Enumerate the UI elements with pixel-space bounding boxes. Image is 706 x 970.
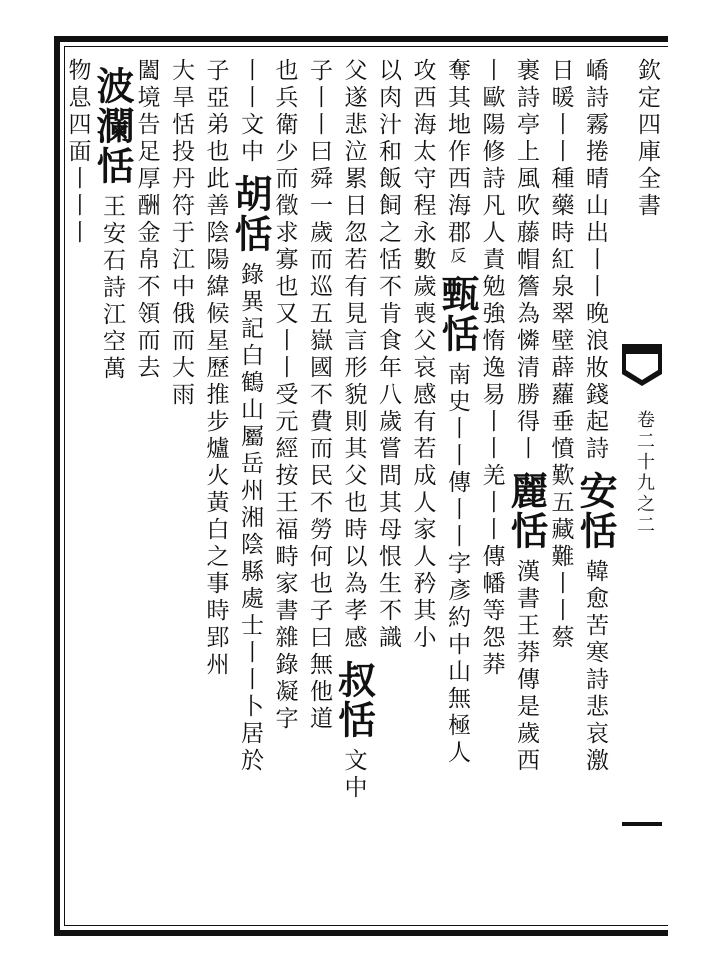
- text-segment: 物息四面丨丨丨: [64, 58, 91, 247]
- fishtail-mark: [622, 344, 662, 398]
- text-column: [477, 58, 507, 918]
- text-segment: 嶠詩霧捲晴山出丨丨晚浪妝錢起詩: [582, 58, 608, 463]
- text-column: [546, 58, 576, 918]
- text-column: [228, 58, 273, 918]
- text-segment: 此善陰陽緯候星歷推步爐火黃白之事時郢州: [202, 166, 229, 679]
- text-column: [132, 58, 162, 918]
- text-column: [270, 58, 300, 918]
- text-segment: 攻西海太守程永: [409, 58, 436, 247]
- text-column: [304, 58, 334, 918]
- text-segment: 闔境告足厚酬金帛不領而去: [133, 58, 160, 382]
- text-column: [573, 58, 618, 918]
- fishtail-lower-mark: [622, 806, 662, 846]
- text-segment: 南史丨丨傳丨丨字彥約中山無極人: [444, 362, 470, 767]
- text-column: [435, 58, 480, 918]
- text-segment: 羌丨丨傳幡等怨莽: [478, 463, 505, 679]
- text-segment: 以肉汁和飯飼之恬不肯食年八歲嘗問其母恨生不識: [375, 58, 401, 652]
- entry-heading: 甄恬: [435, 274, 480, 354]
- text-segment: 也兵衛少而徵求寡也又丨丨受元經按王福畤家書雜錄凝字: [271, 58, 298, 733]
- text-column: [373, 58, 403, 918]
- text-column: [63, 58, 93, 918]
- text-column: [90, 58, 135, 918]
- text-segment: 憤歎五藏難丨丨蔡: [547, 436, 574, 652]
- entry-heading: 波瀾恬: [90, 66, 135, 186]
- text-column: [166, 58, 196, 918]
- text-segment: 丨丨文中: [237, 58, 263, 166]
- text-column: [331, 58, 377, 918]
- book-title: 欽定四庫全書: [634, 58, 660, 220]
- entry-heading: 安恬: [573, 471, 618, 551]
- text-segment: 漢書王莽傳是歲西: [513, 559, 539, 775]
- text-segment: 奪其地作西海郡: [444, 58, 470, 247]
- text-segment: 子丨丨曰舜一歲而巡五嶽國不費而民不勞何也子曰無他道: [306, 58, 332, 733]
- entry-heading: 叔恬: [331, 660, 377, 740]
- text-segment: 丨歐陽修詩凡人責勉強惰逸易丨丨: [478, 58, 505, 463]
- text-segment: 文中: [340, 748, 367, 802]
- text-segment: 大旱恬投丹符于江中俄而大雨: [168, 58, 194, 409]
- volume-label: 卷二十九之二: [634, 410, 655, 536]
- text-segment: 王安石詩江空萬: [99, 194, 125, 383]
- entry-heading: 麗恬: [504, 471, 549, 551]
- entry-heading: 胡恬: [228, 174, 273, 254]
- header-column: [622, 58, 662, 918]
- text-column: [504, 58, 549, 918]
- text-segment: 父遂悲泣累日忽若有見言形貌則其父也時以為孝感: [340, 58, 367, 652]
- text-segment: 數歲喪父哀感有若成人家人矜其小: [409, 247, 436, 652]
- text-segment: 韓愈苦寒詩悲哀激: [582, 559, 608, 775]
- text-column: [408, 58, 438, 918]
- text-segment: 錄異記白鶴山屬岳州湘陰縣處士丨丨卜居於: [237, 262, 263, 775]
- text-column: [201, 58, 231, 918]
- text-segment: 反: [448, 247, 467, 266]
- text-segment: 裹詩亭上風吹藤帽簷為憐清勝得丨: [513, 58, 539, 463]
- text-segment: 日暖丨丨種藥時紅泉翠壁薜蘿垂: [547, 58, 574, 436]
- text-segment: 子亞弟也: [202, 58, 229, 166]
